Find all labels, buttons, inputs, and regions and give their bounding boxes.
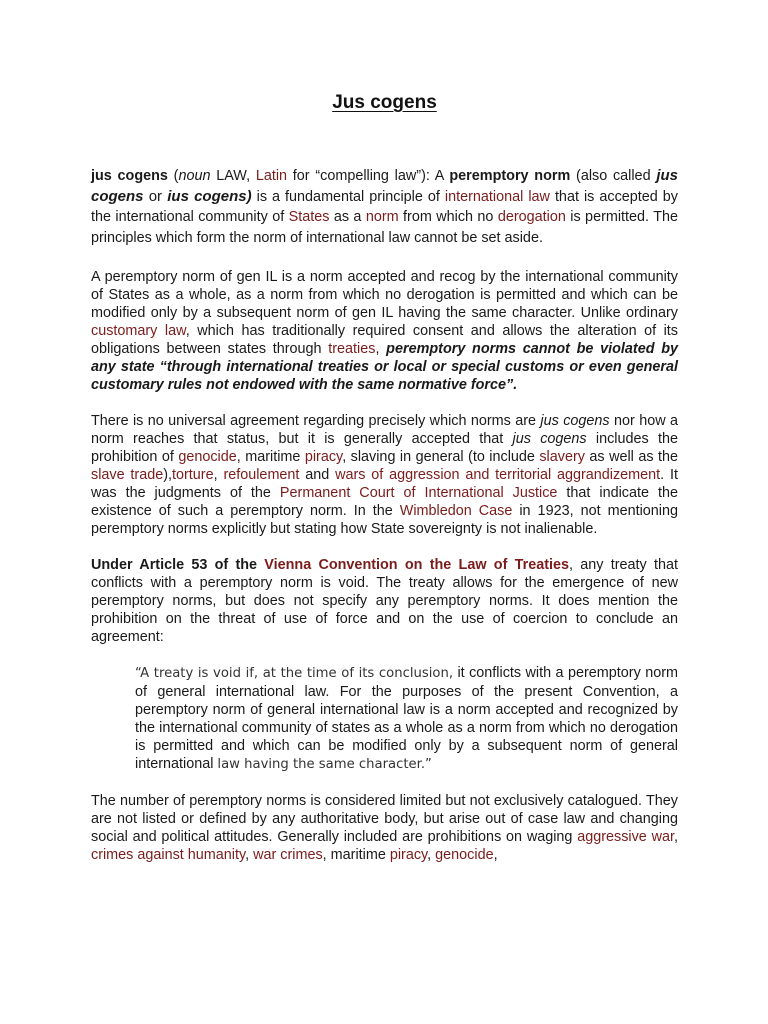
link-war-crimes[interactable]: war crimes: [253, 847, 323, 863]
link-slavery[interactable]: slavery: [539, 449, 585, 465]
link-customary-law[interactable]: customary law: [91, 323, 186, 339]
link-treaties[interactable]: treaties: [328, 341, 376, 357]
paragraph-article-53: Under Article 53 of the Vienna Convention on the Law of Treaties, any treaty that conflicts with a peremptory norm is void. The treaty allows for the emergence of new peremptory norms, but does not specify any peremptory norms. It does mention the prohibition on the threat of use of force and on the use of coercion to conclude an agreement:: [91, 557, 678, 645]
link-latin[interactable]: Latin: [255, 168, 288, 184]
paragraph-number-of-norms: The number of peremptory norms is considered limited but not exclusively catalogued. They are not listed or defined by any authoritative body, but arise out of case law and changing social and political attitudes. Generally included are prohibitions on waging aggressive war, crimes against humanity, war crimes, maritime piracy, genocide,: [91, 793, 678, 863]
link-wimbledon-case[interactable]: Wimbledon Case: [399, 503, 513, 519]
term-jus-cogens: jus cogens: [91, 168, 168, 184]
link-vienna-convention[interactable]: Vienna Convention on the Law of Treaties: [264, 557, 570, 573]
link-crimes-against-humanity[interactable]: crimes against humanity: [91, 847, 246, 863]
link-refoulement[interactable]: refoulement: [223, 467, 300, 483]
paragraph-peremptory-norm: A peremptory norm of gen IL is a norm accepted and recog by the international community of States as a whole, as a norm from which no derogation is permitted and which can be modified only by a subsequent norm of gen IL having the same character. Unlike ordinary customary law, which has traditionally required consent and allows the alteration of its obligations between states through treaties, peremptory norms cannot be violated by any state “through international treaties or local or special customs or even general customary rules not endowed with the same normative force”.: [91, 269, 679, 393]
link-wars-of-aggression[interactable]: wars of aggression and territorial aggrandizement: [335, 467, 661, 483]
link-torture[interactable]: torture: [172, 467, 214, 483]
link-genocide[interactable]: genocide: [178, 449, 237, 465]
link-aggressive-war[interactable]: aggressive war: [577, 829, 674, 845]
link-slave-trade[interactable]: slave trade: [91, 467, 164, 483]
link-states[interactable]: States: [288, 209, 330, 225]
link-genocide-2[interactable]: genocide: [435, 847, 494, 863]
paragraph-no-agreement: There is no universal agreement regarding precisely which norms are jus cogens nor how a norm reaches that status, but it is generally accepted that jus cogens includes the prohibition of genocide, maritime piracy, slaving in general (to include slavery as well as the slave trade),torture, refoulement and wars of aggression and territorial aggrandizement. It was the judgments of the Permanent Court of International Justice that indicate the existence of such a peremptory norm. In the Wimbledon Case in 1923, not mentioning peremptory norms explicitly but stating how State sovereignty is not inalienable.: [91, 413, 678, 537]
link-international-law[interactable]: international law: [444, 188, 550, 205]
link-derogation[interactable]: derogation: [497, 209, 566, 225]
link-piracy-2[interactable]: piracy: [389, 847, 428, 863]
page-title: Jus cogens: [332, 92, 437, 113]
paragraph-definition: jus cogens (noun LAW, Latin for “compelling law”): A peremptory norm (also called jus cogens or ius cogens) is a fundamental principle of international law that is accepted by the international community of States as a norm from which no derogation is permitted. The principles which form the norm of international law cannot be set aside.: [91, 167, 679, 246]
article-53-quote: “A treaty is void if, at the time of its conclusion, it conflicts with a peremptory norm of general international law. For the purposes of the present Convention, a peremptory norm of general international law is a norm accepted and recognized by the international community of states as a whole as a norm from which no derogation is permitted and which can be modified only by a subsequent norm of general international law having the same character.”: [135, 665, 678, 772]
link-norm[interactable]: norm: [365, 209, 399, 225]
link-piracy[interactable]: piracy: [304, 449, 343, 465]
link-pcij[interactable]: Permanent Court of International Justice: [279, 485, 558, 501]
